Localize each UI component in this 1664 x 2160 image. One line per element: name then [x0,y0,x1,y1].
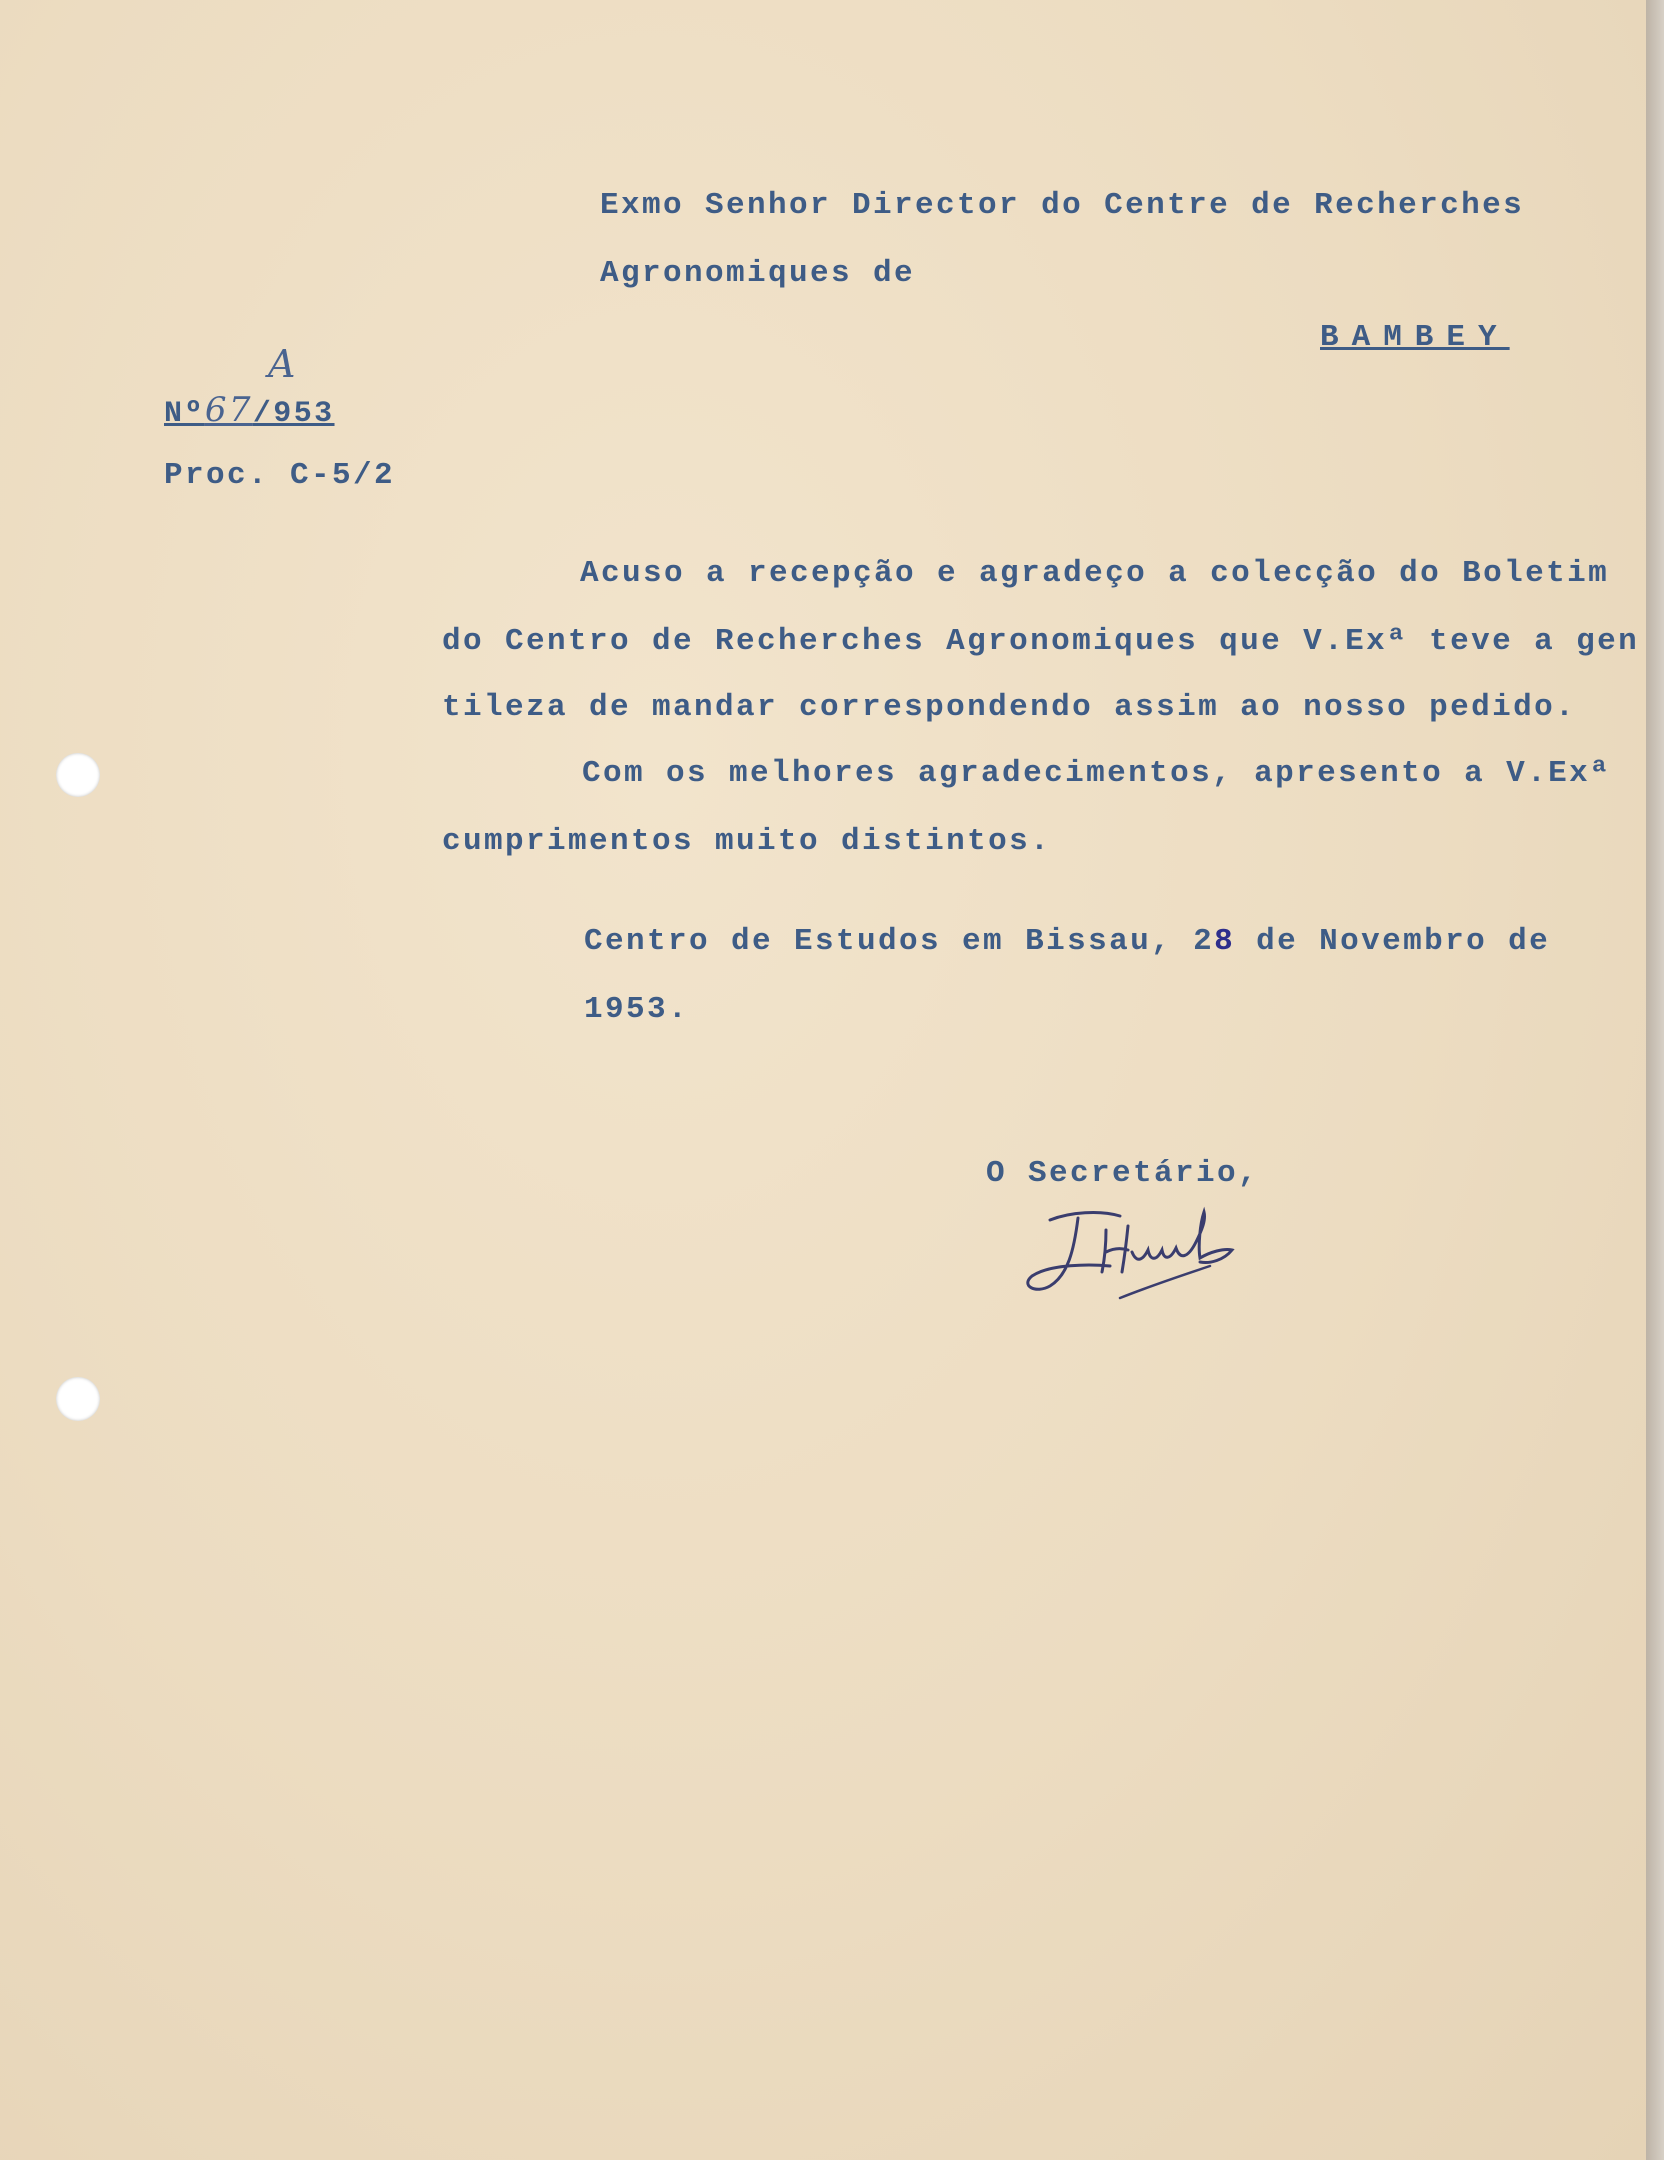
dateline-suffix: de Novembro de [1235,924,1551,959]
punch-hole-bottom [56,1377,100,1421]
reference-number-handwritten: 67 [204,390,253,430]
punch-hole-top [56,753,100,797]
dateline-prefix: Centro de Estudos em Bissau, 2 [584,924,1215,959]
reference-number-prefix: Nº [164,397,205,431]
body-line-3: tileza de mandar correspondendo assim ao nosso pedido. [442,690,1577,725]
dateline-day-handwritten: 8 [1214,924,1236,959]
recipient-line-1: Exmo Senhor Director do Centre de Recherches [600,188,1525,223]
dateline [584,924,1550,959]
body-line-4: Com os melhores agradecimentos, apresento a V.Exª [582,756,1612,791]
handwritten-signature [1010,1190,1260,1315]
dateline-year: 1953. [584,992,690,1027]
reference-annotation: A [268,342,298,386]
recipient-city: BAMBEY [1320,320,1510,355]
body-line-5: cumprimentos muito distintos. [442,824,1052,859]
process-reference: Proc. C-5/2 [164,458,396,493]
reference-number-suffix: /953 [252,397,335,431]
scan-edge [1646,0,1664,2160]
body-line-2: do Centro de Recherches Agronomiques que V.Exª teve a gen [442,624,1640,659]
reference-number [164,390,335,431]
body-line-1: Acuso a recepção e agradeço a colecção do Boletim [580,556,1610,591]
recipient-line-2: Agronomiques de [600,256,916,291]
signature-title: O Secretário, [986,1156,1260,1191]
